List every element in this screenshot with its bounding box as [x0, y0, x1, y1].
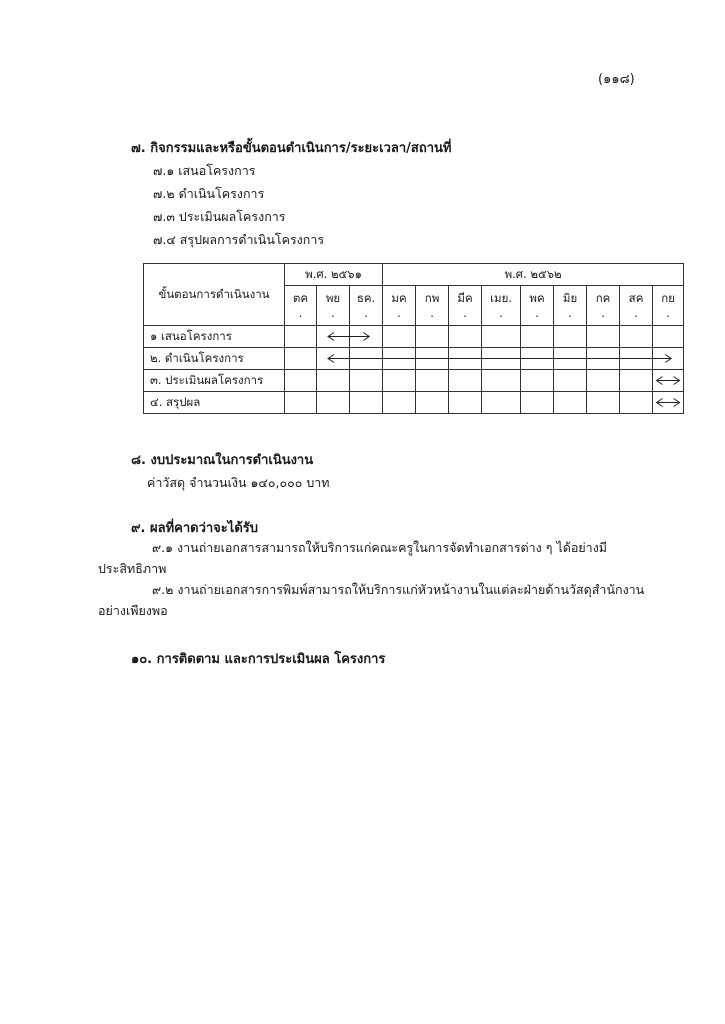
schedule-cell [620, 348, 653, 370]
expected-result-2-line1: ๙.๒ งานถ่ายเอกสารการพิมพ์สามารถให้บริการแก่หัวหน้างานในแต่ละฝ่ายด้านวัสดุสำนักงาน [152, 582, 645, 597]
schedule-cell [521, 392, 554, 414]
section8-heading: ๘. งบประมาณในการดำเนินงาน [131, 453, 314, 468]
schedule-cell [317, 370, 350, 392]
schedule-cell [350, 392, 383, 414]
schedule-cell [383, 392, 416, 414]
schedule-cell [587, 392, 620, 414]
section7-item-4: ๗.๔ สรุปผลการดำเนินโครงการ [153, 232, 325, 247]
schedule-cell [521, 370, 554, 392]
schedule-cell [587, 326, 620, 348]
month-header [554, 286, 587, 326]
month-header [449, 286, 482, 326]
schedule-cell [482, 326, 521, 348]
schedule-cell [554, 348, 587, 370]
month-header [285, 286, 317, 326]
schedule-row-label: ๔. สรุปผล [144, 392, 285, 414]
schedule-cell [317, 348, 350, 370]
month-label: ตค [292, 290, 309, 305]
section7-item-1: ๗.๑ เสนอโครงการ [153, 163, 256, 178]
month-dot: . [634, 305, 638, 320]
month-label: เมย. [490, 290, 512, 305]
schedule-cell [653, 348, 684, 370]
schedule-cell [416, 326, 449, 348]
month-label: สค [628, 290, 644, 305]
month-header [383, 286, 416, 326]
month-label: พย [325, 290, 341, 305]
schedule-cell [285, 348, 317, 370]
expected-result-1-line2: ประสิทธิภาพ [98, 561, 167, 576]
schedule-cell [482, 370, 521, 392]
schedule-row [144, 326, 684, 348]
month-label: กย [661, 290, 675, 305]
schedule-cell [482, 392, 521, 414]
month-header [482, 286, 521, 326]
schedule-cell [521, 326, 554, 348]
schedule-cell [449, 392, 482, 414]
month-header [416, 286, 449, 326]
section7-heading: ๗. กิจกรรมและหรือขั้นตอนดำเนินการ/ระยะเวลา/สถานที่ [131, 141, 452, 156]
month-dot: . [463, 305, 467, 320]
month-dot: . [397, 305, 401, 320]
month-header [521, 286, 554, 326]
schedule-cell [620, 326, 653, 348]
month-label: มีค [457, 290, 473, 305]
month-dot: . [535, 305, 539, 320]
schedule-cell [449, 370, 482, 392]
month-header [620, 286, 653, 326]
schedule-cell [449, 348, 482, 370]
month-label: มค [391, 290, 407, 305]
page-number: (๑๑๘) [598, 72, 635, 87]
section9-heading: ๙. ผลที่คาดว่าจะได้รับ [131, 521, 258, 536]
schedule-cell [350, 370, 383, 392]
schedule-cell [416, 370, 449, 392]
schedule-cell [587, 370, 620, 392]
schedule-cell [554, 326, 587, 348]
month-dot: . [364, 305, 368, 320]
schedule-cell [620, 370, 653, 392]
year-header-2562: พ.ศ. ๒๕๖๒ [383, 264, 684, 286]
schedule-row-label: ๑ เสนอโครงการ [144, 326, 285, 348]
month-dot: . [568, 305, 572, 320]
step-column-header: ขั้นตอนการดำเนินงาน [144, 264, 285, 326]
month-header [587, 286, 620, 326]
schedule-cell [620, 392, 653, 414]
section10-heading: ๑๐. การติดตาม และการประเมินผล โครงการ [131, 652, 386, 667]
month-header [317, 286, 350, 326]
month-label: กพ [424, 290, 440, 305]
month-dot: . [601, 305, 605, 320]
schedule-cell [383, 326, 416, 348]
schedule-row-label: ๒. ดำเนินโครงการ [144, 348, 285, 370]
month-label: มิย [562, 290, 578, 305]
schedule-cell [416, 348, 449, 370]
schedule-table [143, 263, 684, 414]
schedule-cell [383, 370, 416, 392]
schedule-cell [317, 326, 350, 348]
schedule-row-label: ๓. ประเมินผลโครงการ [144, 370, 285, 392]
schedule-cell [482, 348, 521, 370]
schedule-cell [285, 370, 317, 392]
schedule-cell [653, 370, 684, 392]
schedule-cell [653, 326, 684, 348]
schedule-cell [554, 370, 587, 392]
schedule-cell [285, 326, 317, 348]
schedule-row [144, 370, 684, 392]
month-dot: . [298, 305, 303, 320]
section7-item-3: ๗.๓ ประเมินผลโครงการ [153, 209, 286, 224]
budget-text: ค่าวัสดุ จำนวนเงิน ๑๔๐,๐๐๐ บาท [147, 475, 330, 490]
schedule-row [144, 392, 684, 414]
month-label: กค [595, 290, 611, 305]
schedule-cell [653, 392, 684, 414]
schedule-cell [383, 348, 416, 370]
month-dot: . [430, 305, 434, 320]
schedule-row [144, 348, 684, 370]
schedule-cell [554, 392, 587, 414]
schedule-cell [449, 326, 482, 348]
expected-result-2-line2: อย่างเพียงพอ [98, 603, 168, 618]
month-header [350, 286, 383, 326]
section7-item-2: ๗.๒ ดำเนินโครงการ [153, 186, 265, 201]
expected-result-1-line1: ๙.๑ งานถ่ายเอกสารสามารถให้บริการแก่คณะครูในการจัดทำเอกสารต่าง ๆ ได้อย่างมี [152, 540, 608, 555]
schedule-cell [416, 392, 449, 414]
schedule-cell [521, 348, 554, 370]
schedule-cell [350, 326, 383, 348]
schedule-cell [350, 348, 383, 370]
schedule-cell [285, 392, 317, 414]
month-label: ธค. [356, 290, 376, 305]
month-label: พค [529, 290, 545, 305]
month-header [653, 286, 684, 326]
schedule-cell [317, 392, 350, 414]
month-dot: . [331, 305, 335, 320]
month-dot: . [499, 305, 503, 320]
schedule-cell [587, 348, 620, 370]
year-header-2561: พ.ศ. ๒๕๖๑ [285, 264, 383, 286]
month-dot: . [666, 305, 670, 320]
